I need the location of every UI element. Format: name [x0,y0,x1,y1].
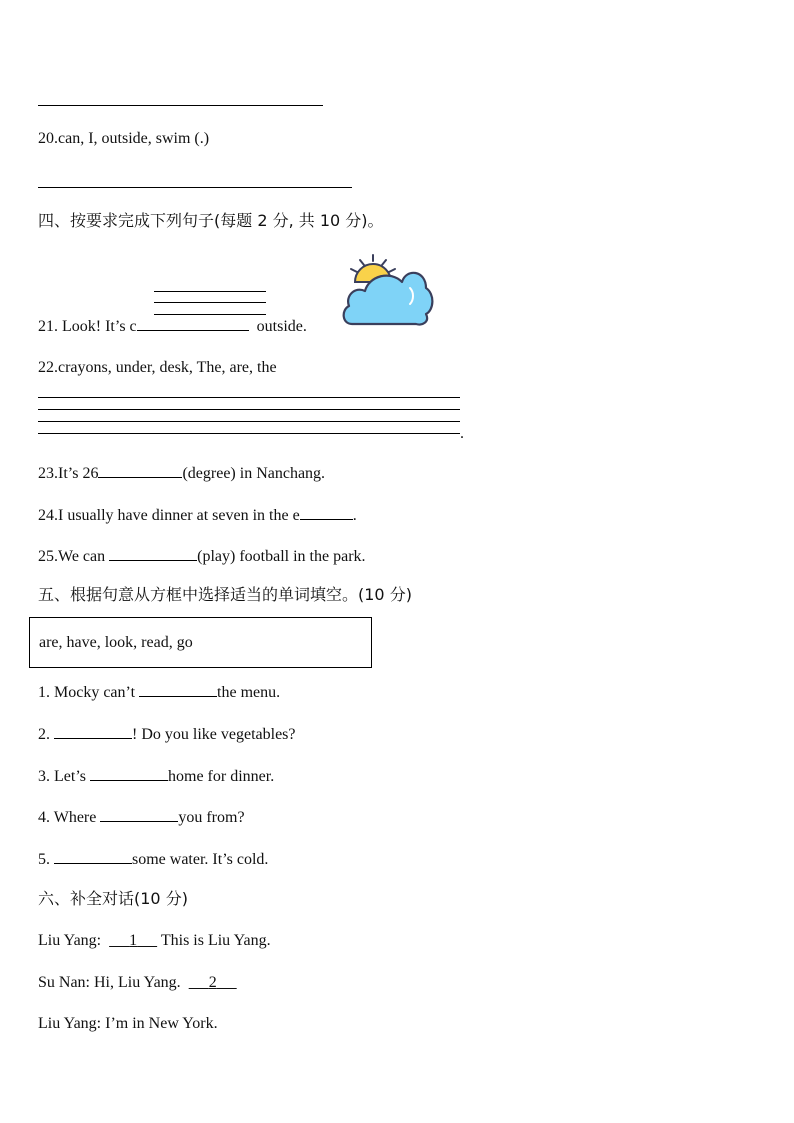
section-4-title: 四、按要求完成下列句子(每题 2 分, 共 10 分)。 [38,211,384,230]
item-blank[interactable] [139,681,217,697]
section-5-item-1 [38,681,280,703]
dialogue-text: This is Liu Yang. [160,932,271,949]
question-23-blank[interactable] [98,462,182,478]
section-5-item-5 [38,848,268,870]
q21-guide-line-2 [154,302,266,303]
section-5-item-4 [38,806,245,828]
question-21-suffix: outside. [256,318,307,335]
question-25-prefix: 25.We can [38,548,106,565]
question-23 [38,462,325,484]
question-20 [38,129,209,149]
question-25-blank[interactable] [109,545,197,561]
question-24-prefix: 24.I usually have dinner at seven in the e [38,507,300,524]
answer-line-20[interactable] [38,187,352,188]
item-suffix: you from? [178,809,245,826]
q22-answer-line-3[interactable] [38,421,460,422]
question-20-text: can, I, outside, swim (.) [58,130,210,147]
item-blank[interactable] [54,848,132,864]
question-23-prefix: 23.It’s 26 [38,465,99,482]
item-prefix: 2. [38,726,50,743]
word-bank-box [29,617,372,668]
speaker: Su Nan: Hi, Liu Yang. [38,974,181,991]
question-24 [38,504,357,526]
item-prefix: 4. Where [38,809,97,826]
item-prefix: 3. Let’s [38,768,86,785]
speaker: Liu Yang: [38,1015,102,1032]
section-5-item-2 [38,723,296,745]
dialogue-text: I’m in New York. [105,1015,218,1032]
dialogue-line-3 [38,1014,218,1034]
q22-end-mark: . [460,425,464,442]
question-22 [38,358,277,378]
question-22-text: crayons, under, desk, The, are, the [58,359,277,376]
q22-answer-line-2[interactable] [38,409,460,410]
q22-answer-line-4[interactable] [38,433,460,434]
question-20-number: 20. [38,130,58,147]
section-5-title: 五、根据句意从方框中选择适当的单词填空。(10 分) [38,585,412,604]
section-6-title: 六、补全对话(10 分) [38,889,188,908]
dialogue-blank-2[interactable]: 2 [208,974,217,991]
question-24-blank[interactable] [300,504,353,520]
section-5-item-3 [38,765,274,787]
q21-guide-line-1 [154,291,266,292]
question-22-number: 22. [38,359,58,376]
item-blank[interactable] [90,765,168,781]
item-suffix: home for dinner. [168,768,275,785]
item-suffix: the menu. [217,684,281,701]
question-21 [38,315,307,337]
item-prefix: 1. Mocky can’t [38,684,136,701]
cloudy-sun-icon [340,252,434,328]
item-blank[interactable] [100,806,178,822]
q22-answer-line-1[interactable] [38,397,460,398]
item-blank[interactable] [54,723,132,739]
question-21-blank[interactable] [137,315,249,331]
question-21-prefix: 21. Look! It’s c [38,318,137,335]
item-prefix: 5. [38,851,50,868]
question-24-suffix: . [352,507,357,524]
question-25-suffix: (play) football in the park. [197,548,366,565]
question-25 [38,545,366,567]
answer-line-19[interactable] [38,105,323,106]
speaker: Liu Yang: [38,932,102,949]
word-bank-text: are, have, look, read, go [39,634,193,651]
question-23-suffix: (degree) in Nanchang. [182,465,326,482]
item-suffix: some water. It’s cold. [132,851,269,868]
dialogue-line-2 [38,973,237,993]
dialogue-line-1 [38,931,271,951]
item-suffix: ! Do you like vegetables? [132,726,296,743]
dialogue-blank-1[interactable]: 1 [129,932,138,949]
